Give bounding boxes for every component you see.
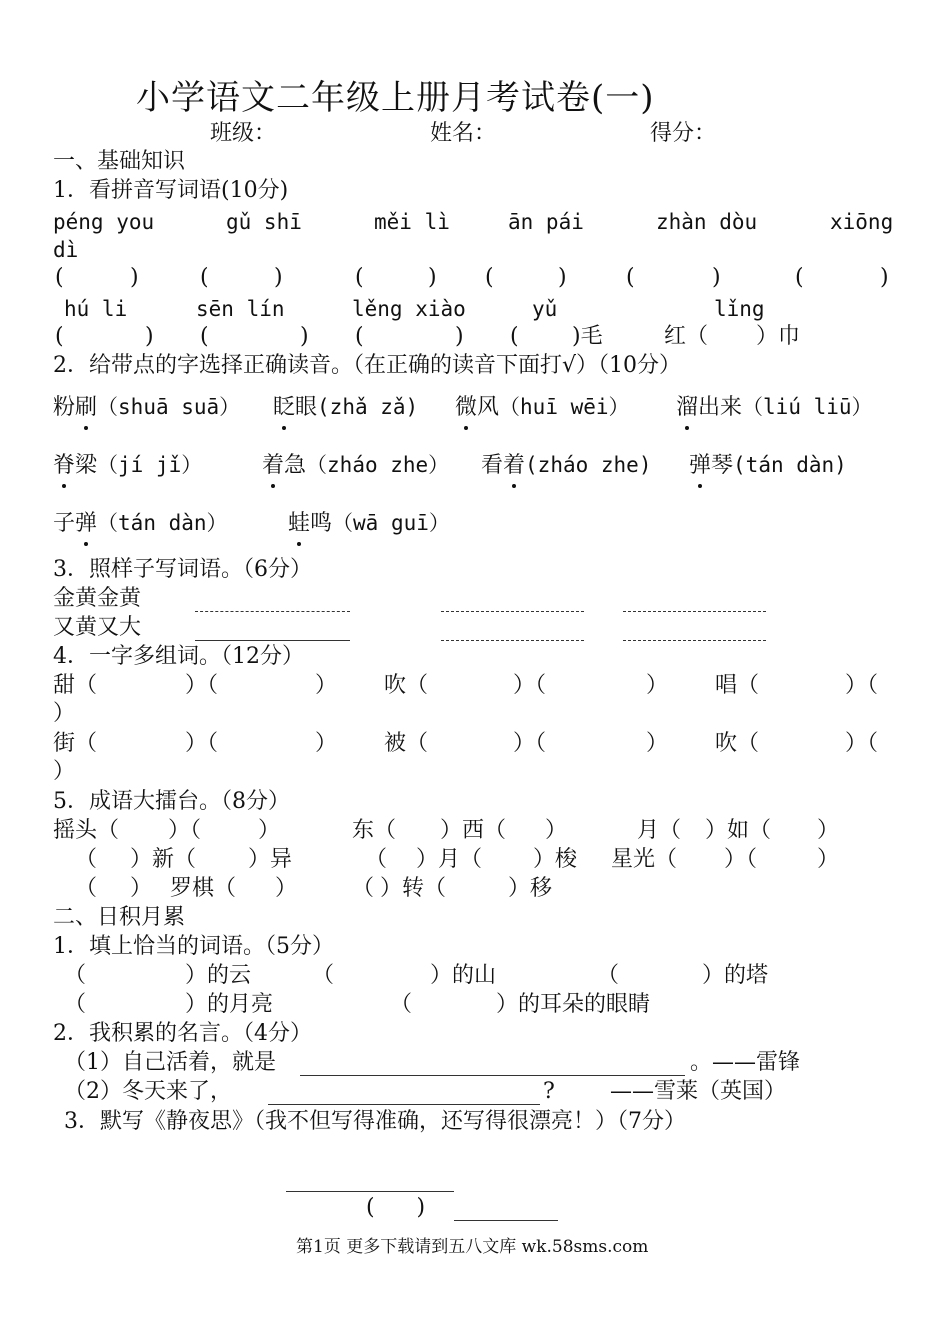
quote-2-mark: ? (543, 1079, 555, 1104)
word-group: ） (315, 673, 338, 698)
blank-paren: ) (145, 324, 154, 349)
idiom: （ (352, 876, 375, 901)
reading-item: 脊梁（jí jǐ） (53, 453, 203, 478)
answer-line[interactable] (286, 1191, 454, 1192)
phrase-blank: （ (390, 992, 413, 1017)
answer-line[interactable] (441, 640, 584, 641)
word-group: 甜（ (53, 673, 98, 698)
blank-paren: ( (200, 324, 209, 349)
word-group: ） (53, 701, 76, 726)
reading-item: 微风（huī wēi） (455, 395, 630, 420)
idiom: ） (275, 876, 298, 901)
blank-paren: ）巾 (756, 324, 801, 349)
idiom: ） (130, 876, 153, 901)
pinyin: hú li (64, 297, 128, 321)
blank-paren: ( (795, 265, 804, 290)
idiom: ） (258, 818, 281, 843)
answer-line[interactable] (195, 640, 350, 641)
pinyin: lěng xiào (352, 297, 466, 321)
blank-paren: ) (274, 265, 283, 290)
blank-paren: 红（ (664, 324, 709, 349)
section-1-heading: 一、基础知识 (53, 149, 186, 174)
example-word: 又黄又大 (53, 615, 142, 640)
idiom: ）西（ (440, 818, 507, 843)
blank-paren: ) (455, 324, 464, 349)
quote-1-end: 。——雷锋 (690, 1050, 801, 1075)
pinyin: měi lì (374, 210, 450, 234)
blank-paren: ( (55, 324, 64, 349)
q5-title: 5．成语大擂台。（8分） (53, 789, 290, 814)
answer-line[interactable] (195, 611, 350, 612)
word-group: 被（ (384, 731, 429, 756)
idiom: ）移 (508, 876, 553, 901)
phrase-blank: （ (64, 992, 87, 1017)
answer-line[interactable] (623, 640, 766, 641)
word-group: ）（ (513, 731, 547, 756)
blank-paren: ( (200, 265, 209, 290)
idiom: ） (545, 818, 568, 843)
pinyin: gǔ shī (226, 210, 302, 234)
blank-paren: )毛 (572, 324, 603, 349)
blank-paren: ) (130, 265, 139, 290)
phrase-blank: ）的塔 (702, 963, 769, 988)
phrase-blank: （ (64, 963, 87, 988)
idiom: 摇头（ (53, 818, 120, 843)
blank-paren: ) (300, 324, 309, 349)
reading-item: 着急（zháo zhe） (262, 453, 450, 478)
word-group: ）（ (513, 673, 547, 698)
blank-paren: ) (558, 265, 567, 290)
q2-title: 2．给带点的字选择正确读音。（在正确的读音下面打√）（10分） (53, 353, 682, 378)
idiom: ） (817, 847, 840, 872)
pinyin: xiōng (830, 210, 894, 234)
idiom: ） (817, 818, 840, 843)
quote-2-author: ——雪莱（英国） (610, 1079, 787, 1104)
blank-paren: ) (428, 265, 437, 290)
word-group: ） (646, 731, 669, 756)
word-group: 街（ (53, 731, 98, 756)
pinyin: dì (53, 238, 79, 262)
q2-1-title: 1．填上恰当的词语。（5分） (53, 934, 334, 959)
pinyin: sēn lín (196, 297, 285, 321)
quote-2-start: （2）冬天来了， (64, 1079, 232, 1104)
q2-3-title: 3．默写《静夜思》（我不但写得准确，还写得很漂亮！）（7分） (64, 1109, 686, 1134)
pinyin: zhàn dòu (656, 210, 758, 234)
blank-paren: ( (626, 265, 635, 290)
reading-item: 溜出来（liú liū） (676, 395, 873, 420)
idiom: （ (365, 847, 388, 872)
idiom: ）（ (168, 818, 202, 843)
phrase-blank: （ (312, 963, 335, 988)
reading-item: 眨眼(zhǎ zǎ) (273, 395, 419, 420)
pinyin: lǐng (714, 297, 765, 321)
idiom: （ (75, 847, 98, 872)
word-group: 吹（ (715, 731, 760, 756)
author-paren: ( ) (366, 1195, 426, 1220)
idiom: 罗棋（ (170, 876, 237, 901)
idiom: ）（ (724, 847, 758, 872)
idiom: 月（ (637, 818, 682, 843)
idiom: ）梭 (533, 847, 578, 872)
section-2-heading: 二、日积月累 (53, 905, 186, 930)
phrase-blank: ）的耳朵的眼睛 (496, 992, 651, 1017)
idiom: ）异 (248, 847, 293, 872)
word-group: ） (646, 673, 669, 698)
name-label: 姓名： (430, 121, 497, 146)
phrase-blank: （ (597, 963, 620, 988)
blank-paren: ( (355, 324, 364, 349)
reading-item: 粉刷（shuā suā） (53, 395, 241, 420)
reading-item: 蛙鸣（wā guī） (288, 511, 450, 536)
idiom: ）转（ (380, 876, 447, 901)
reading-item: 弹琴(tán dàn) (689, 453, 847, 478)
phrase-blank: ）的云 (185, 963, 252, 988)
word-group: ）（ (185, 673, 219, 698)
blank-paren: ) (712, 265, 721, 290)
blank-paren: ( (485, 265, 494, 290)
idiom: 星光（ (611, 847, 678, 872)
q3-title: 3．照样子写词语。（6分） (53, 557, 312, 582)
page-footer: 第1页 更多下载请到五八文库 wk.58sms.com (296, 1237, 649, 1257)
idiom: ）月（ (416, 847, 483, 872)
example-word: 金黄金黄 (53, 586, 142, 611)
phrase-blank: ）的月亮 (185, 992, 274, 1017)
pinyin: péng you (53, 210, 155, 234)
page-title: 小学语文二年级上册月考试卷(一) (136, 78, 655, 118)
class-label: 班级： (210, 121, 277, 146)
blank-paren: ( (55, 265, 64, 290)
q2-2-title: 2．我积累的名言。（4分） (53, 1021, 312, 1046)
word-group: 吹（ (384, 673, 429, 698)
q4-title: 4．一字多组词。（12分） (53, 644, 304, 669)
answer-line[interactable] (268, 1104, 540, 1105)
pinyin: yǔ (532, 297, 558, 321)
phrase-blank: ）的山 (430, 963, 497, 988)
reading-item: 子弹（tán dàn） (53, 511, 228, 536)
idiom: ）新（ (130, 847, 197, 872)
word-group: ）（ (185, 731, 219, 756)
idiom: ）如（ (705, 818, 772, 843)
reading-item: 看着(zháo zhe) (481, 453, 652, 478)
word-group: ）（ (845, 673, 879, 698)
idiom: 东（ (352, 818, 397, 843)
blank-paren: ( (510, 324, 519, 349)
answer-line[interactable] (623, 611, 766, 612)
q1-title: 1．看拼音写词语(10分) (53, 178, 289, 203)
answer-line[interactable] (441, 611, 584, 612)
word-group: 唱（ (715, 673, 760, 698)
answer-line[interactable] (300, 1075, 685, 1076)
word-group: ）（ (845, 731, 879, 756)
blank-paren: ) (880, 265, 889, 290)
score-label: 得分： (650, 121, 717, 146)
quote-1-start: （1）自己活着，就是 (64, 1050, 276, 1075)
word-group: ） (53, 759, 76, 784)
idiom: （ (75, 876, 98, 901)
answer-line[interactable] (454, 1220, 558, 1221)
pinyin: ān pái (508, 210, 584, 234)
blank-paren: ( (355, 265, 364, 290)
word-group: ） (315, 731, 338, 756)
